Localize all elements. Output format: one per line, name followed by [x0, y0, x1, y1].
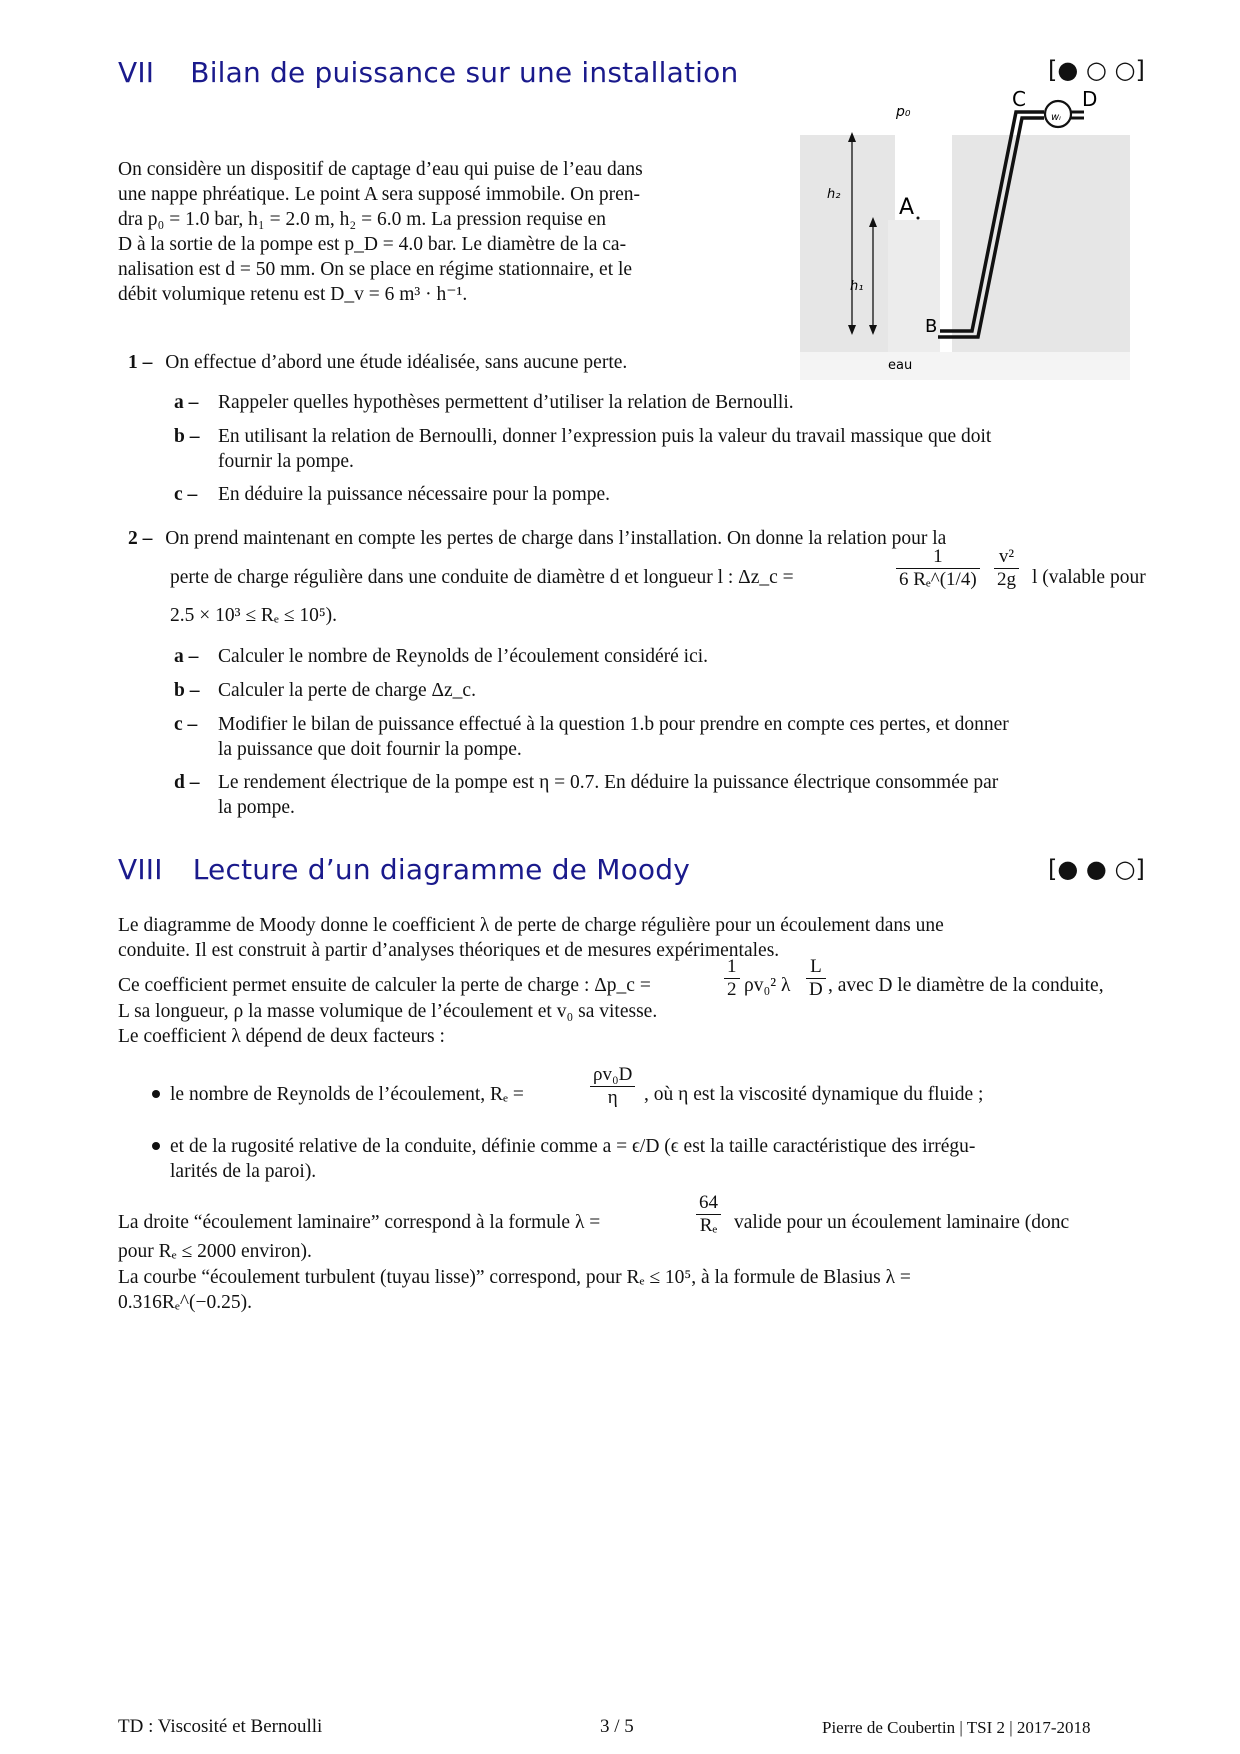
fraction-one-half [724, 956, 740, 1001]
paragraph-2-start: Ce coefficient permet ensuite de calculer la perte de charge : Δp_c = [118, 975, 651, 996]
question-1-number: 1 – [128, 352, 153, 373]
fraction-L-over-D [806, 956, 826, 1001]
paragraph-line: 0.316Rₑ^(−0.25). [118, 1292, 253, 1313]
question-1-text: On effectue d’abord une étude idéalisée, sans aucune perte. [165, 352, 628, 373]
question-2a-label: a – [174, 646, 199, 667]
bullet-1-start: le nombre de Reynolds de l’écoulement, Rₑ = [170, 1084, 524, 1105]
question-2d-line: la pompe. [218, 797, 295, 818]
fraction-v2-over-2g [994, 546, 1019, 591]
section-8-title [118, 853, 690, 886]
intro-line: D à la sortie de la pompe est p_D = 4.0 bar. Le diamètre de la ca- [118, 234, 627, 255]
question-1c [174, 482, 1134, 507]
section-7-intro [118, 157, 728, 307]
fraction-denominator: 2 [727, 979, 737, 1000]
intro-line: dra p₀ = 1.0 bar, h₁ = 2.0 m, h₂ = 6.0 m. La pression requise en [118, 209, 607, 230]
question-2c [174, 712, 1134, 760]
question-1b-label: b – [174, 426, 200, 447]
intro-line: nalisation est d = 50 mm. On se place en régime stationnaire, et le [118, 259, 633, 280]
footer-right: Pierre de Coubertin | TSI 2 | 2017-2018 [822, 1718, 1091, 1737]
question-1a [174, 390, 1134, 415]
intro-line: une nappe phréatique. Le point A sera supposé immobile. On pren- [118, 184, 641, 205]
fraction-denominator: D [809, 979, 823, 1000]
question-2-line2b: l (valable pour [1032, 567, 1146, 588]
label-C: C [1012, 87, 1026, 111]
bullet-2-line: larités de la paroi). [170, 1161, 317, 1182]
question-2d-body [218, 770, 1134, 820]
fraction-numerator: v² [994, 546, 1019, 569]
question-2-number: 2 – [128, 528, 153, 549]
section-7-title-text: Bilan de puissance sur une installation [190, 56, 739, 89]
section-7-number: VII [118, 56, 155, 89]
paragraph-line: La courbe “écoulement turbulent (tuyau lisse)” correspond, pour Rₑ ≤ 10⁵, à la formule de Blasius λ = [118, 1267, 911, 1288]
question-1a-label: a – [174, 392, 199, 413]
label-wi: wᵢ [1051, 112, 1061, 123]
section-8-paragraph-3: Le coefficient λ dépend de deux facteurs : [118, 1026, 445, 1047]
fraction-numerator: 1 [896, 546, 980, 569]
question-1 [128, 350, 1128, 375]
question-2-line3: 2.5 × 10³ ≤ Rₑ ≤ 10⁵). [170, 605, 338, 626]
intro-line: débit volumique retenu est D_v = 6 m³ · h⁻¹. [118, 284, 468, 305]
fraction-reynolds [590, 1064, 635, 1109]
paragraph-2-end: , avec D le diamètre de la conduite, [828, 975, 1104, 996]
question-2a [174, 644, 1134, 669]
label-p0: p₀ [896, 104, 911, 120]
fraction-denominator: 2g [997, 569, 1016, 590]
section-8-paragraph-5 [118, 1265, 1128, 1315]
question-2-line2a: perte de charge régulière dans une conduite de diamètre d et longueur l : Δz_c = [170, 567, 794, 588]
footer-page-number: 3 / 5 [600, 1716, 634, 1737]
question-2c-line: la puissance que doit fournir la pompe. [218, 739, 522, 760]
ground-left [800, 135, 895, 380]
fraction-denominator: Rₑ [699, 1215, 718, 1236]
bullet-2-body [170, 1134, 1128, 1184]
paragraph-2-mid: ρv₀² λ [744, 975, 791, 996]
question-2b-text: Calculer la perte de charge Δz_c. [218, 680, 476, 701]
paragraph-line: conduite. Il est construit à partir d’analyses théoriques et de mesures expérimentales. [118, 940, 780, 961]
section-8-title-text: Lecture d’un diagramme de Moody [192, 853, 690, 886]
question-1c-text: En déduire la puissance nécessaire pour la pompe. [218, 484, 611, 505]
section-8-paragraph-4b: pour Rₑ ≤ 2000 environ). [118, 1241, 312, 1262]
fraction-denominator: η [607, 1087, 618, 1108]
question-1a-text: Rappeler quelles hypothèses permettent d’utiliser la relation de Bernoulli. [218, 392, 794, 413]
label-B: B [925, 316, 938, 337]
question-2b [174, 678, 1134, 703]
fraction-64-over-re [696, 1192, 721, 1237]
fraction-1-over-6re [896, 546, 980, 591]
ground-right [952, 135, 1130, 380]
paragraph-4-start: La droite “écoulement laminaire” correspond à la formule λ = [118, 1212, 601, 1233]
bullet-reynolds [148, 1064, 1128, 1120]
footer-left: TD : Viscosité et Bernoulli [118, 1716, 323, 1737]
installation-diagram [800, 80, 1130, 380]
question-2c-label: c – [174, 714, 198, 735]
fraction-denominator: 6 Rₑ^(1/4) [899, 569, 977, 590]
label-h2: h₂ [827, 187, 841, 202]
question-2d-label: d – [174, 772, 200, 793]
label-A: A [899, 195, 915, 220]
intro-line: On considère un dispositif de captage d’eau qui puise de l’eau dans [118, 159, 643, 180]
bullet-2-line: et de la rugosité relative de la conduite, définie comme a = ϵ/D (ϵ est la taille caractéristique des irrégu- [170, 1136, 976, 1157]
label-eau: eau [888, 358, 913, 373]
bullet-1-end: , où η est la viscosité dynamique du fluide ; [644, 1084, 984, 1105]
section-8-difficulty: [● ● ○] [1048, 855, 1145, 883]
label-D: D [1082, 87, 1098, 111]
section-7-difficulty: [● ○ ○] [1048, 56, 1145, 84]
fraction-numerator: 1 [724, 956, 740, 979]
question-2b-label: b – [174, 680, 200, 701]
section-8-paragraph-4 [118, 1192, 1128, 1244]
fraction-numerator: ρv₀D [590, 1064, 635, 1087]
question-2c-body [218, 712, 1134, 762]
question-2-line1: On prend maintenant en compte les pertes de charge dans l’installation. On donne la relation pour la [165, 528, 947, 549]
question-1b-line: En utilisant la relation de Bernoulli, donner l’expression puis la valeur du travail massique que doit [218, 426, 992, 447]
bullet-icon [152, 1090, 160, 1098]
question-1b-line: fournir la pompe. [218, 451, 354, 472]
question-2d-line: Le rendement électrique de la pompe est η = 0.7. En déduire la puissance électrique consommée par [218, 772, 999, 793]
paragraph-line: Le diagramme de Moody donne le coefficient λ de perte de charge régulière pour un écoulement dans une [118, 915, 944, 936]
question-2-formula-line [170, 546, 1146, 606]
section-8-number: VIII [118, 853, 163, 886]
point-A-dot [917, 217, 920, 220]
label-h1: h₁ [850, 279, 864, 294]
question-1b [174, 424, 1134, 472]
question-1c-label: c – [174, 484, 198, 505]
section-8-paragraph-2b: L sa longueur, ρ la masse volumique de l’écoulement et v₀ sa vitesse. [118, 1001, 658, 1022]
section-7-title [118, 56, 738, 89]
paragraph-4-end: valide pour un écoulement laminaire (donc [734, 1212, 1070, 1233]
question-2c-line: Modifier le bilan de puissance effectué à la question 1.b pour prendre en compte ces pertes, et donner [218, 714, 1009, 735]
question-1b-body [218, 424, 1134, 474]
question-2d [174, 770, 1134, 818]
bullet-icon [152, 1142, 160, 1150]
question-2a-text: Calculer le nombre de Reynolds de l’écoulement considéré ici. [218, 646, 709, 667]
fraction-numerator: L [806, 956, 826, 979]
fraction-numerator: 64 [696, 1192, 721, 1215]
